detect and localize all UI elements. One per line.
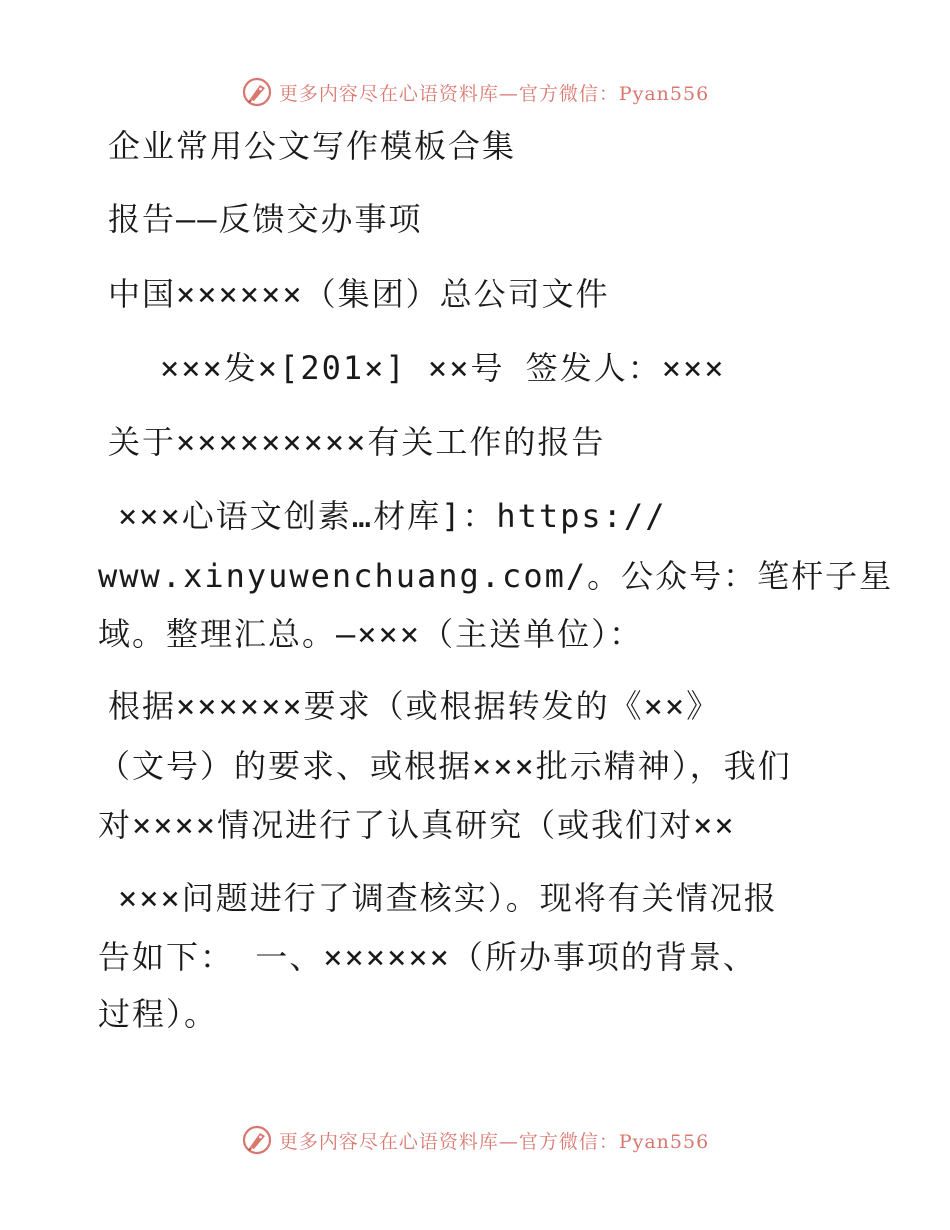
body-line: 告如下： 一、××××××（所办事项的背景、 — [98, 938, 757, 976]
body-line: 对××××情况进行了认真研究（或我们对×× — [98, 806, 736, 844]
pen-nib-logo-icon — [241, 1124, 273, 1156]
body-line: （文号）的要求、或根据×××批示精神），我们 — [98, 747, 792, 785]
body-line: 域。整理汇总。—×××（主送单位）： — [98, 615, 644, 653]
footer-watermark-banner — [0, 1120, 950, 1160]
document-title: 企业常用公文写作模板合集 — [108, 127, 517, 165]
body-line: 过程）。 — [98, 995, 219, 1033]
document-number-line: ×××发×[201×] ××号 签发人：××× — [160, 349, 726, 387]
body-line: 根据××××××要求（或根据转发的《××》 — [108, 687, 721, 725]
report-title: 关于×××××××××有关工作的报告 — [108, 423, 606, 461]
body-line: ×××问题进行了调查核实）。现将有关情况报 — [118, 879, 778, 917]
pen-nib-logo-icon — [241, 76, 273, 108]
header-watermark-banner — [0, 72, 950, 112]
body-line: ×××心语文创素…材库]：https:// — [118, 497, 667, 535]
footer-watermark-text: 更多内容尽在心语资料库—官方微信：Pyan556 — [278, 1130, 710, 1153]
document-subtitle: 报告——反馈交办事项 — [108, 200, 423, 238]
body-line: www.xinyuwenchuang.com/。公众号：笔杆子星 — [98, 557, 894, 595]
issuer-line: 中国××××××（集团）总公司文件 — [108, 275, 610, 313]
header-watermark-text: 更多内容尽在心语资料库—官方微信：Pyan556 — [278, 82, 710, 105]
